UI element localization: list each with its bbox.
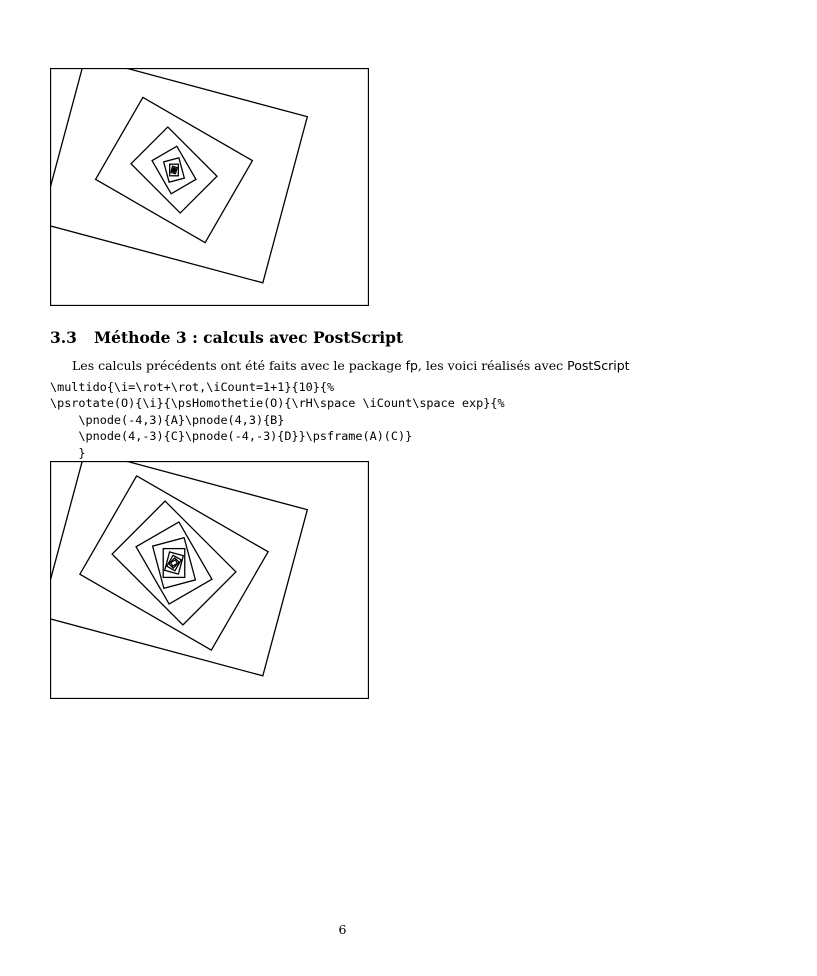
code-line: \pnode(4,-3){C}\pnode(-4,-3){D}}\psframe(A)(C)}: [50, 429, 413, 444]
figure-1-canvas: [50, 68, 369, 306]
code-line: }: [50, 445, 86, 460]
rotated-rectangle: [173, 169, 174, 170]
language-name: PostScript: [567, 358, 630, 373]
rotated-rectangle: [112, 501, 236, 625]
intro-paragraph: [72, 358, 630, 373]
section-title: Méthode 3 : calculs avec PostScript: [94, 328, 404, 347]
paragraph-text-after: , les voici réalisés avec: [417, 358, 568, 373]
figure-nested-rotated-rectangles-2: [50, 461, 369, 699]
section-heading: [50, 328, 403, 347]
rotated-rectangle: [80, 476, 268, 650]
paragraph-text-before: Les calculs précédents ont été faits avec le package: [72, 358, 406, 373]
figure-nested-rotated-rectangles-1: [50, 68, 369, 306]
page-number: 6: [338, 922, 347, 937]
rotated-rectangle: [50, 461, 307, 676]
section-number: 3.3: [50, 328, 77, 347]
rotated-rectangle: [153, 538, 196, 589]
rotated-rectangle: [136, 522, 212, 604]
figure-1-frame: [51, 69, 369, 306]
code-block: [50, 379, 505, 461]
package-name: fp: [405, 358, 418, 373]
code-line: \multido{\i=\rot+\rot,\iCount=1+1}{10}{%: [50, 380, 335, 394]
code-line: \pnode(-4,3){A}\pnode(4,3){B}: [50, 412, 285, 427]
figure-2-canvas: [50, 461, 369, 699]
code-line: \psrotate(O){\i}{\psHomothetie(O){\rH\space \iCount\space exp}{%: [50, 396, 505, 411]
